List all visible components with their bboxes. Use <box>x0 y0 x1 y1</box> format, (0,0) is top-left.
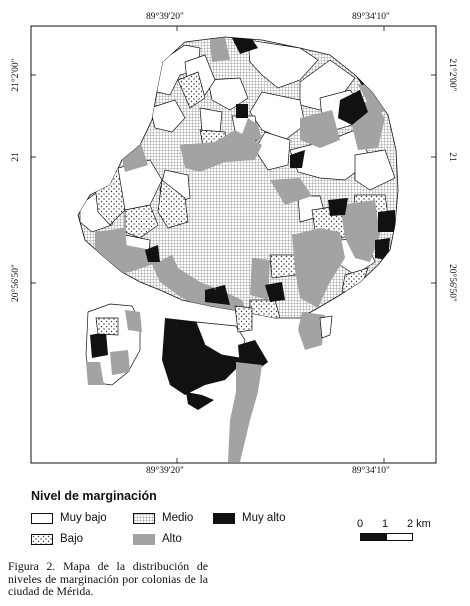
legend-swatch-muy-alto <box>213 513 235 524</box>
top-coordinate-left: 89°39'20" <box>146 12 184 22</box>
right-coordinate-south: 20°56'50" <box>447 264 457 302</box>
southern-colonias <box>162 306 332 462</box>
scale-bar-black <box>360 533 387 541</box>
legend-label: Muy bajo <box>60 512 107 524</box>
scale-bar <box>355 518 445 546</box>
legend-swatch-medio <box>133 513 155 524</box>
bottom-coordinate-right: 89°34'10" <box>352 466 390 476</box>
legend-title: Nivel de marginación <box>31 489 157 503</box>
scale-tick-1: 1 <box>382 518 389 530</box>
left-coordinate-middle: 21 <box>11 152 21 162</box>
western-colonias <box>86 304 142 385</box>
legend-label: Bajo <box>60 533 84 545</box>
legend-item-bajo <box>31 533 83 545</box>
left-coordinate-north: 21°2'00" <box>11 58 21 92</box>
left-coordinate-south: 20°56'50" <box>11 264 21 302</box>
right-coordinate-middle: 21 <box>447 152 457 162</box>
figure-caption: Figura 2. Mapa de la distribución de niveles de marginación por colonias de la ciudad de Mérida. <box>8 559 208 599</box>
legend-item-alto <box>133 533 182 545</box>
legend-swatch-muy-bajo <box>31 513 53 524</box>
right-coordinate-north: 21°2'00" <box>447 58 457 92</box>
top-coordinate-right: 89°34'10" <box>352 12 390 22</box>
legend-swatch-bajo <box>31 534 53 545</box>
scale-bar-white <box>386 533 413 541</box>
legend-item-muy-bajo <box>31 512 107 524</box>
legend-item-muy-alto <box>213 512 285 524</box>
bottom-coordinate-left: 89°39'20" <box>146 466 184 476</box>
legend-label: Medio <box>162 512 194 524</box>
scale-tick-2: 2 km <box>407 518 431 530</box>
legend-item-medio <box>133 512 193 524</box>
legend-label: Alto <box>162 533 182 545</box>
scale-tick-0: 0 <box>357 518 364 530</box>
legend-swatch-alto <box>133 534 155 545</box>
legend-label: Muy alto <box>242 512 286 524</box>
